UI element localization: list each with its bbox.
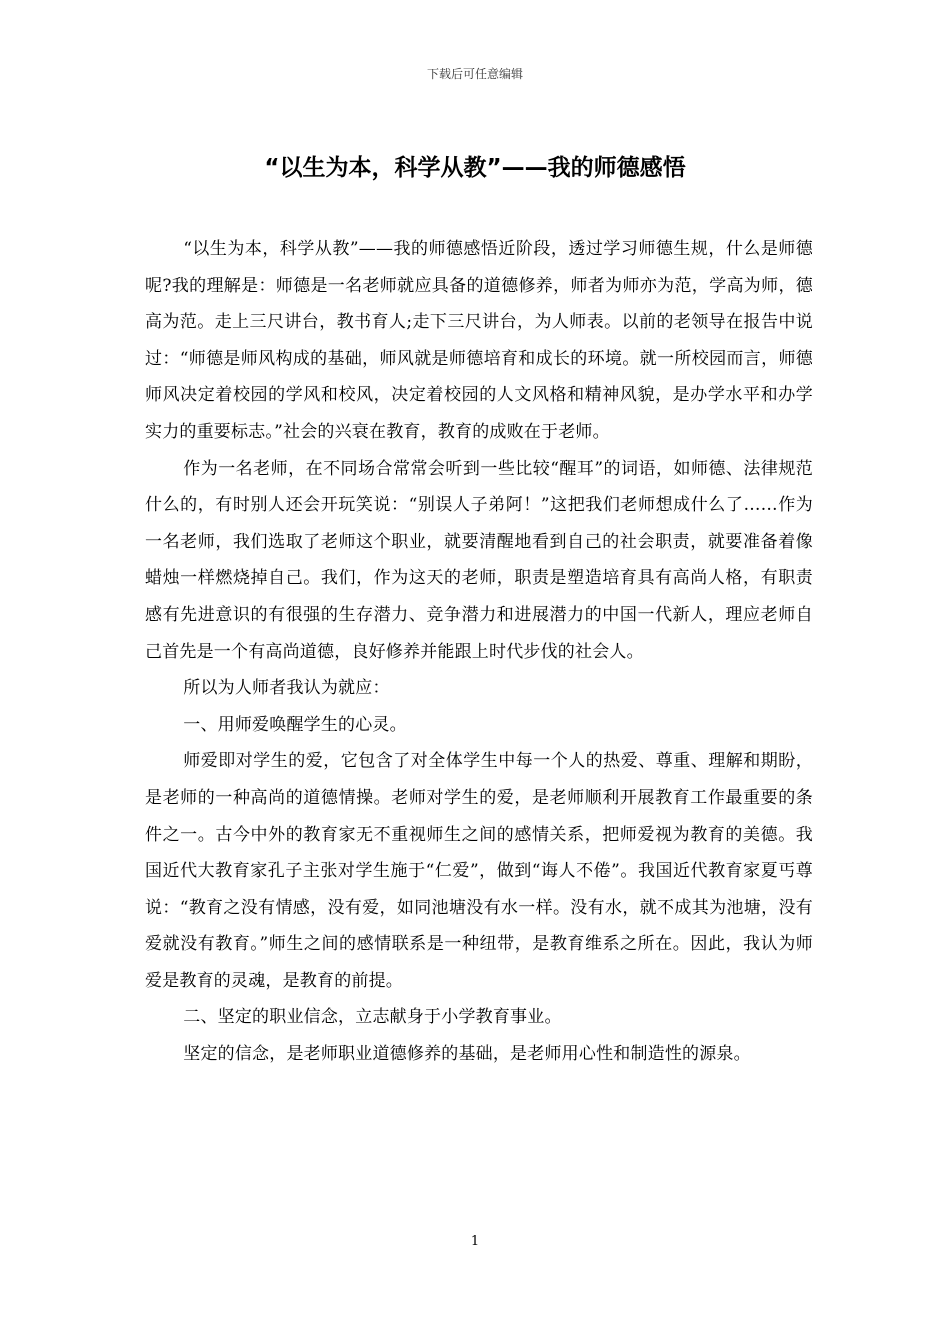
paragraph: 所以为人师者我认为就应： xyxy=(183,678,390,699)
page-number: 1 xyxy=(470,1234,480,1249)
paragraph: “以生为本，科学从教”——我的师德感悟近阶段，透过学习师德生规，什么是师德呢?我的理解是：师德是一名老师就应具备的道德修养，师者为师亦为范，学高为师，德高为范。走上三尺讲台，教书育人;走下三尺讲台，为人师表。以前的老领导在报告中说过：“师德是师风构成的基础，师风就是师德培育和成长的环境。就一所校园而言，师德师风决定着校园的学风和校风，决定着校园的人文风格和精神风貌，是办学水平和办学实力的重要标志。”社会的兴衰在教育，教育的成败在于老师。 xyxy=(145,239,813,442)
paragraph: 坚定的信念，是老师职业道德修养的基础，是老师用心性和制造性的源泉。 xyxy=(183,1044,751,1065)
paragraph: 师爱即对学生的爱，它包含了对全体学生中每一个人的热爱、尊重、理解和期盼，是老师的一种高尚的道德情操。老师对学生的爱，是老师顺利开展教育工作最重要的条件之一。古今中外的教育家无不重视师生之间的感情关系，把师爱视为教育的美德。我国近代大教育家孔子主张对学生施于“仁爱”，做到“诲人不倦”。我国近代教育家夏丐尊说：“教育之没有情感，没有爱，如同池塘没有水一样。没有水，就不成其为池塘，没有爱就没有教育。”师生之间的感情联系是一种纽带，是教育维系之所在。因此，我认为师爱是教育的灵魂，是教育的前提。 xyxy=(145,751,813,991)
paragraph: 作为一名老师，在不同场合常常会听到一些比较“醒耳”的词语，如师德、法律规范什么的，有时别人还会开玩笑说：“别误人子弟阿！”这把我们老师想成什么了……作为一名老师，我们选取了老师这个职业，就要清醒地看到自己的社会职责，就要准备着像蜡烛一样燃烧掉自己。我们，作为这天的老师，职责是塑造培育具有高尚人格，有职责感有先进意识的有很强的生存潜力、竞争潜力和进展潜力的中国一代新人，理应老师自己首先是一个有高尚道德，良好修养并能跟上时代步伐的社会人。 xyxy=(145,458,813,662)
document-body xyxy=(145,231,813,1073)
document-title: “以生为本，科学从教”——我的师德感悟 xyxy=(264,155,686,181)
page-header: 下载后可任意编辑 xyxy=(426,67,523,81)
section-heading: 二、坚定的职业信念，立志献身于小学教育事业。 xyxy=(183,1007,562,1028)
section-heading: 一、用师爱唤醒学生的心灵。 xyxy=(183,714,407,735)
